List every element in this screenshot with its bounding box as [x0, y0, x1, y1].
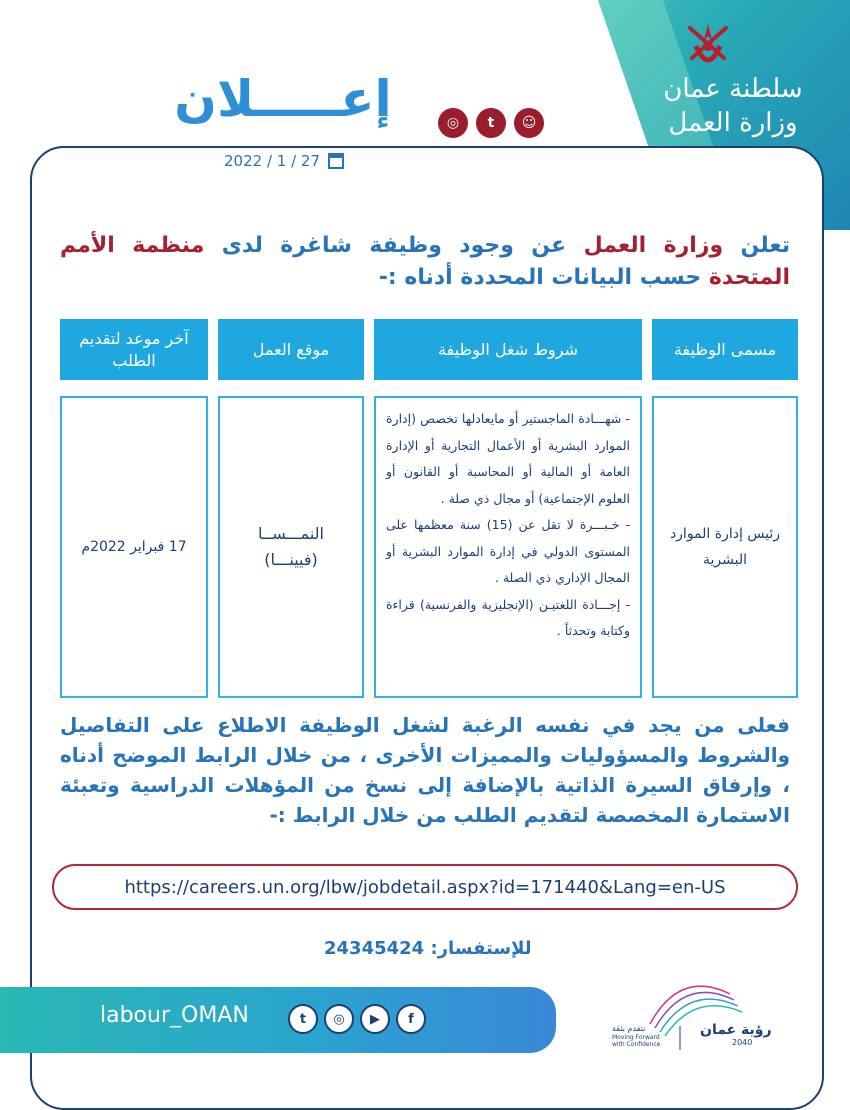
intro-text-3: حسب البيانات المحددة أدناه :-	[378, 265, 709, 290]
page-title: إعـــــلان	[174, 70, 392, 128]
location-country: النمـــســا	[258, 524, 324, 543]
labour-handle: labour_OMAN	[100, 1003, 249, 1028]
facebook-icon[interactable]: f	[396, 1004, 426, 1034]
twitter-icon[interactable]: t	[288, 1004, 318, 1034]
vision-year: 2040	[732, 1038, 753, 1047]
vision-text: رؤية عمان	[700, 1022, 772, 1038]
youtube-icon[interactable]: ▶	[360, 1004, 390, 1034]
instagram-icon[interactable]: ◎	[324, 1004, 354, 1034]
intro-text-2: عن وجود وظيفة شاغرة لدى	[204, 233, 584, 258]
snapchat-icon[interactable]: ☺	[514, 108, 544, 138]
header-job-title: مسمى الوظيفة	[652, 319, 798, 380]
deadline-text: 17 فبراير 2022م	[81, 539, 187, 555]
cell-conditions	[374, 396, 642, 698]
condition-item: - إجـــادة اللغتيـن (الإنجليزية والفرنسية) قراءة وكتابة وتحدثاً .	[386, 596, 630, 638]
announcement-date	[224, 152, 344, 170]
cell-job-title	[652, 396, 798, 698]
instagram-icon[interactable]: ◎	[438, 108, 468, 138]
conditions-list	[386, 406, 630, 645]
ministry-name: سلطنة عمان	[663, 74, 803, 104]
inquiry-phone: للإستفسار: 24345424	[324, 938, 532, 959]
intro-ministry: وزارة العمل	[583, 233, 724, 258]
job-title-text: رئيس إدارة الموارد البشرية	[669, 526, 781, 568]
header-location: موقع العمل	[218, 319, 364, 380]
intro-text-1: تعلن	[723, 233, 790, 258]
cell-deadline	[60, 396, 208, 698]
moving-forward-tagline	[612, 1024, 672, 1048]
social-icons-top	[438, 108, 544, 138]
footer-bar	[0, 987, 556, 1053]
social-icons-bottom	[288, 1004, 426, 1034]
intro-organization: منظمة الأمم المتحدة	[60, 233, 790, 290]
calendar-icon	[328, 153, 344, 169]
condition-item: - خـبـــرة لا تقل عن (15) سنة معظمها على المستوى الدولي في إدارة الموارد البشرية أو المجال الإداري ذي الصلة .	[386, 517, 630, 585]
ministry-subname: وزارة العمل	[668, 108, 798, 138]
arabic-slogan: نتقدم بثقة	[612, 1024, 646, 1033]
oman-emblem-icon	[678, 14, 738, 74]
ministry-logo-text	[638, 72, 828, 140]
header-conditions: شروط شغل الوظيفة	[374, 319, 642, 380]
cell-location	[218, 396, 364, 698]
application-link[interactable]: https://careers.un.org/lbw/jobdetail.aspx?id=171440&Lang=en-US	[52, 864, 798, 910]
header-deadline: آخر موعد لتقديم الطلب	[60, 319, 208, 380]
condition-item: - شهـــادة الماجستير أو مايعادلها تخصص (إدارة الموارد البشرية أو الأعمال التجارية أو الإدارة العامة أو المالية أو المحاسبة أو القانون أو العلوم الإجتماعية) أو مجال ذي صلة .	[386, 411, 630, 506]
english-slogan: Moving Forward with Confidence	[612, 1034, 661, 1048]
twitter-icon[interactable]: t	[476, 108, 506, 138]
intro-paragraph	[60, 230, 790, 294]
apply-paragraph: فعلى من يجد في نفسه الرغبة لشغل الوظيفة الاطلاع على التفاصيل والشروط والمسؤوليات والمميزات الأخرى ، من خلال الرابط الموضح أدناه ، وإرفاق السيرة الذاتية بالإضافة إلى نسخ من المؤهلات الدراسية وتعبئة الاستمارة المخصصة لتقديم الطلب من خلال الرابط :-	[60, 713, 790, 827]
date-text: 2022 / 1 / 27	[224, 152, 320, 170]
location-city: (فيينـــا)	[264, 550, 318, 569]
